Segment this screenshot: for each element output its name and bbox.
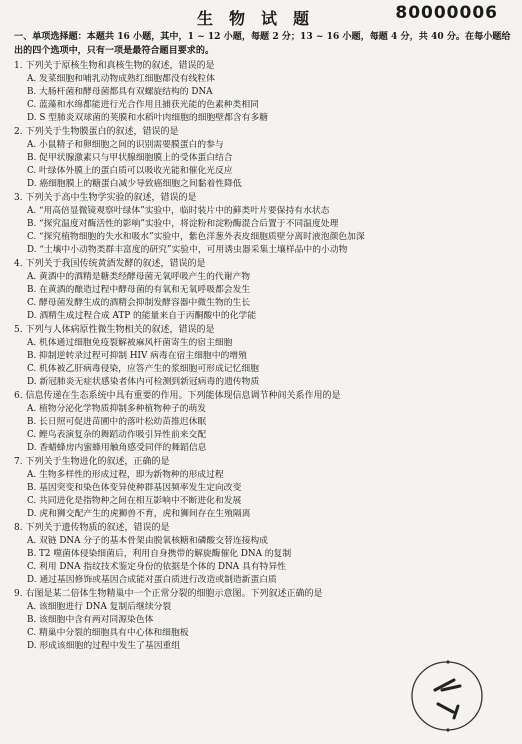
option-c: C. “探究植物细胞的失水和吸水”实验中，紫色洋葱外表皮细胞质壁分离时液泡颜色加深: [27, 232, 365, 242]
option-c: C. 利用 DNA 指纹技术鉴定身份的依据是个体的 DNA 具有特异性: [27, 562, 286, 572]
option-a: A. 双链 DNA 分子的基本骨架由脱氧核糖和磷酸交替连接构成: [27, 536, 268, 546]
option-d: D. 新冠肺炎无症状感染者体内可检测到新冠病毒的遗传物质: [27, 377, 260, 387]
question-stem: 4. 下列关于我国传统黄酒发酵的叙述，错误的是: [14, 259, 206, 269]
option-a: A. “用高倍显微镜观察叶绿体”实验中，临时装片中的藓类叶片要保持有水状态: [27, 206, 330, 216]
option-d: D. 通过基因修饰或基因合成能对蛋白质进行改造或制造新蛋白质: [27, 575, 277, 585]
option-b: B. 该细胞中含有两对同源染色体: [27, 615, 154, 625]
option-a: A. 黄酒中的酒精是糖类经酵母菌无氧呼吸产生的代谢产物: [27, 272, 251, 282]
question-stem: 8. 下列关于遗传物质的叙述，错误的是: [14, 523, 170, 533]
question-1: [14, 60, 514, 125]
option-c: C. 鲣鸟表演复杂的舞蹈动作吸引异性前来交配: [27, 430, 207, 440]
option-a: A. 植物分泌化学物质抑制多种植物种子的萌发: [27, 404, 207, 414]
question-list: [14, 60, 514, 654]
question-9: [14, 588, 514, 653]
option-c: C. 机体被乙肝病毒侵染，应答产生的浆细胞可形成记忆细胞: [27, 364, 259, 374]
question-4: [14, 258, 514, 323]
question-stem: 5. 下列与人体病原性微生物相关的叙述，错误的是: [14, 325, 215, 335]
option-d: D. S 型肺炎双球菌的荚膜和水稻叶肉细胞的细胞壁都含有多糖: [27, 113, 269, 123]
option-d: D. 香蜡蜂房内蜜蜂用触角感受同伴的舞蹈信息: [27, 443, 207, 453]
option-a: A. 该细胞进行 DNA 复制后继续分裂: [27, 602, 172, 612]
cell-division-diagram: [408, 656, 486, 734]
option-a: A. 机体通过细胞免疫裂解被麻风杆菌寄生的宿主细胞: [27, 338, 233, 348]
option-b: B. 大肠杆菌和酵母菌都具有双螺旋结构的 DNA: [27, 87, 213, 97]
option-a: A. 小鼠精子和卵细胞之间的识别需要膜蛋白的参与: [27, 140, 224, 150]
option-c: C. 精巢中分裂的细胞具有中心体和细胞板: [27, 628, 189, 638]
option-b: B. 促甲状腺激素只与甲状腺细胞膜上的受体蛋白结合: [27, 153, 233, 163]
question-stem: 9. 右图是某二倍体生物精巢中一个正常分裂的细胞示意图。下列叙述正确的是: [14, 589, 323, 599]
option-d: D. “土壤中小动物类群丰富度的研究”实验中，可用诱虫器采集土壤样品中的小动物: [27, 245, 348, 255]
option-c: C. 共同进化是指物种之间在相互影响中不断进化和发展: [27, 496, 242, 506]
option-b: B. 长日照可促进苗圃中的落叶松幼苗推迟休眠: [27, 417, 207, 427]
option-c: C. 蓝藻和水绵都能进行光合作用且捕获光能的色素种类相同: [27, 100, 259, 110]
option-c: C. 叶绿体外膜上的蛋白质可以吸收光能和催化光反应: [27, 166, 233, 176]
option-b: B. 在黄酒的酿造过程中酵母菌的有氧和无氧呼吸都会发生: [27, 285, 251, 295]
question-8: [14, 522, 514, 587]
question-stem: 7. 下列关于生物进化的叙述，正确的是: [14, 457, 170, 467]
option-b: B. T2 噬菌体侵染细菌后，利用自身携带的解旋酶催化 DNA 的复制: [27, 549, 292, 559]
option-c: C. 酵母菌发酵生成的酒精会抑制发酵容器中微生物的生长: [27, 298, 251, 308]
question-stem: 3. 下列关于高中生物学实验的叙述，错误的是: [14, 193, 197, 203]
option-d: D. 酒精生成过程合成 ATP 的能量来自于丙酮酸中的化学能: [27, 311, 257, 321]
question-2: [14, 126, 514, 191]
option-d: D. 癌细胞膜上的糖蛋白减少导致癌细胞之间黏着性降低: [27, 179, 242, 189]
page-code: 80000006: [395, 3, 498, 23]
page-title: 生物试题: [196, 9, 325, 28]
question-3: [14, 192, 514, 257]
option-b: B. 抑制逆转录过程可抑制 HIV 病毒在宿主细胞中的增殖: [27, 351, 247, 361]
question-5: [14, 324, 514, 389]
section-intro: 一、单项选择题：本题共 16 小题，其中，1 ~ 12 小题，每题 2 分；13 ~ 16 小题，每题 4 分，共 40 分。在每小题给出的四个选项中，只有一项是最符合题目要求的。: [14, 31, 511, 56]
option-a: A. 生物多样性的形成过程，即为新物种的形成过程: [27, 470, 224, 480]
question-6: [14, 390, 514, 455]
option-d: D. 形成该细胞的过程中发生了基因重组: [27, 641, 181, 651]
option-b: B. “探究温度对酶活性的影响”实验中，将淀粉和淀粉酶混合后置于不同温度处理: [27, 219, 339, 229]
question-stem: 1. 下列关于原核生物和真核生物的叙述，错误的是: [14, 61, 215, 71]
question-stem: 2. 下列关于生物膜蛋白的叙述，错误的是: [14, 127, 179, 137]
option-b: B. 基因突变和染色体变异使种群基因频率发生定向改变: [27, 483, 242, 493]
question-stem: 6. 信息传递在生态系统中具有重要的作用。下列能体现信息调节种间关系作用的是: [14, 391, 341, 401]
option-d: D. 虎和狮交配产生的虎狮兽不育，虎和狮间存在生殖隔离: [27, 509, 251, 519]
option-a: A. 发菜细胞和哺乳动物成熟红细胞都没有线粒体: [27, 74, 215, 84]
question-7: [14, 456, 514, 521]
